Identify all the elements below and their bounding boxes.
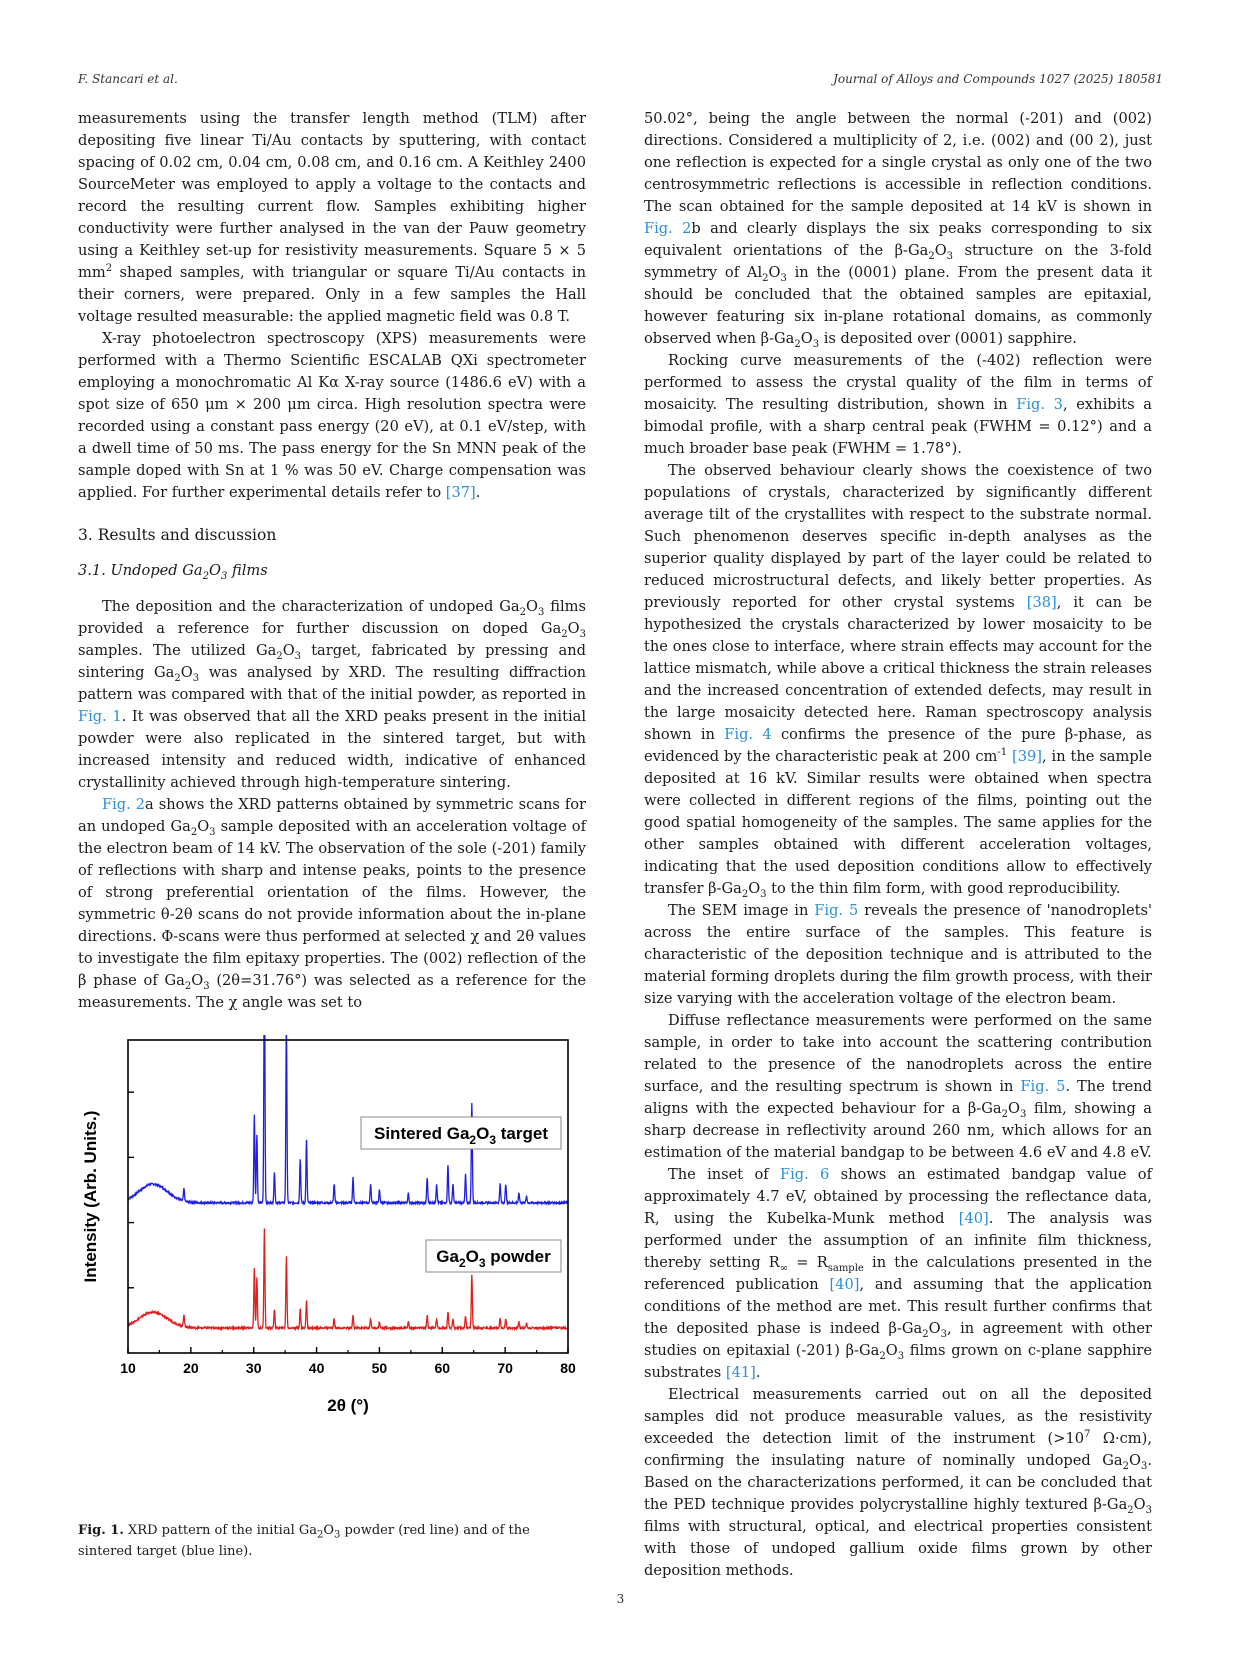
citation-link[interactable]: Fig. 1: [78, 708, 122, 725]
paragraph: Fig. 2a shows the XRD patterns obtained by symmetric scans for an undoped $Ga_2O_3$ sample deposited with an acceleration voltage of the electron beam of 14 kV. The observation of the sole (-201) family of reflections with sharp and intense peaks, points to the presence of strong preferential orientation of the films. However, the symmetric θ-2θ scans do not provide information about the in-plane directions. Φ-scans were thus performed at selected χ and 2θ values to investigate the film epitaxy properties. The (002) reflection of the β phase of $Ga_2O_3$ (2θ=31.76°) was selected as a reference for the measurements. The χ angle was set to: [78, 796, 586, 1011]
x-tick-label: 10: [120, 1360, 136, 1376]
x-tick-label: 30: [245, 1360, 262, 1376]
xrd-chart: [78, 1035, 618, 1495]
citation-link[interactable]: [39]: [1012, 748, 1042, 765]
paragraph: Electrical measurements carried out on all the deposited samples did not produce measurable values, as the resistivity exceeded the detection limit of the instrument ($>10^7$ Ω·cm), confirming the insulating nature of nominally undoped $Ga_2O_3$. Based on the characterizations performed, it can be concluded that the PED technique provides polycrystalline highly textured $\beta-Ga_2O_3$ films with structural, optical, and electrical properties consistent with those of undoped gallium oxide films grown by other deposition methods.: [644, 1386, 1152, 1579]
paragraph: The deposition and the characterization of undoped $Ga_2O_3$ films provided a reference for further discussion on doped $Ga_2O_3$ samples. The utilized $Ga_2O_3$ target, fabricated by pressing and sintering $Ga_2O_3$ was analysed by XRD. The resulting diffraction pattern was compared with that of the initial powder, as reported in Fig. 1. It was observed that all the XRD peaks present in the initial powder were also replicated in the sintered target, but with increased intensity and reduced width, indicative of enhanced crystallinity achieved through high-temperature sintering.: [78, 598, 586, 791]
citation-link[interactable]: [40]: [958, 1210, 989, 1227]
paragraph: 50.02°, being the angle between the normal (-201) and (002) directions. Considered a multiplicity of 2, i.e. (002) and (00 2), just one reflection is expected for a single crystal as only one of the two centrosymmetric reflections is accessible in reflection conditions. The scan obtained for the sample deposited at 14 kV is shown in Fig. 2b and clearly displays the six peaks corresponding to six equivalent orientations of the $\beta-Ga_2O_3$ structure on the 3-fold symmetry of $Al_2O_3$ in the (0001) plane. From the present data it should be concluded that the obtained samples are epitaxial, however featuring six in-plane rotational domains, as commonly observed when $\beta-Ga_2O_3$ is deposited over (0001) sapphire.: [644, 110, 1153, 350]
subsection-heading: 3.1. Undoped $Ga_2O_3$ films: [78, 562, 268, 582]
citation-link[interactable]: Fig. 6: [779, 1166, 830, 1183]
figure-caption: Fig. 1. XRD pattern of the initial $Ga_2O_3$ powder (red line) and of the sintered target (blue line).: [78, 1523, 530, 1559]
right-column: [644, 108, 1152, 1582]
legend-label-target: Sintered $Ga_2O_3$ target: [374, 1124, 548, 1147]
citation-link[interactable]: Fig. 2: [102, 796, 146, 813]
paragraph: The SEM image in Fig. 5 reveals the presence of 'nanodroplets' across the entire surface of the samples. This feature is characteristic of the deposition technique and is attributed to the material forming droplets during the film growth process, with their size varying with the acceleration voltage of the electron beam.: [644, 902, 1153, 1007]
left-column: [78, 108, 586, 1014]
citation-link[interactable]: [38]: [1026, 594, 1057, 611]
paragraph: The inset of Fig. 6 shows an estimated bandgap value of approximately 4.7 eV, obtained by processing the reflectance data, R, using the Kubelka-Munk method [40]. The analysis was performed under the assumption of an infinite film thickness, thereby setting $R_\infty = R_{sample}$ in the calculations presented in the referenced publication [40], and assuming that the application conditions of the method are met. This result further confirms that the deposited phase is indeed $\beta-Ga_2O_3$, in agreement with other studies on epitaxial (-201) $\beta-Ga_2O_3$ films grown on c-plane sapphire substrates [41].: [644, 1166, 1152, 1381]
x-tick-label: 20: [183, 1360, 199, 1376]
paragraph: Diffuse reflectance measurements were performed on the same sample, in order to take into account the scattering contribution related to the presence of the nanodroplets across the entire surface, and the resulting spectrum is shown in Fig. 5. The trend aligns with the expected behaviour for a $\beta-Ga_2O_3$ film, showing a sharp decrease in reflectivity around 260 nm, which allows for an estimation of the material bandgap to be between 4.6 eV and 4.8 eV.: [644, 1012, 1153, 1161]
x-tick-label: 80: [560, 1360, 576, 1376]
x-tick-label: 70: [497, 1360, 513, 1376]
citation-link[interactable]: Fig. 3: [1016, 396, 1063, 413]
citation-link[interactable]: [41]: [725, 1364, 756, 1381]
x-axis-title: 2θ (°): [327, 1396, 369, 1415]
page-number: 3: [616, 1592, 625, 1606]
citation-link[interactable]: Fig. 5: [814, 902, 859, 919]
running-header-authors: F. Stancari et al.: [78, 72, 178, 86]
paragraph: The observed behaviour clearly shows the coexistence of two populations of crystals, characterized by significantly different average tilt of the crystallites with respect to the substrate normal. Such phenomenon deserves specific in-depth analyses as the superior quality displayed by part of the layer could be related to reduced microstructural defects, and likely better properties. As previously reported for other crystal systems [38], it can be hypothesized the crystals characterized by lower mosaicity to be the ones close to interface, where strain effects may account for the lattice mismatch, while above a critical thickness the strain releases and the increased concentration of extended defects, may result in the large mosaicity detected here. Raman spectroscopy analysis shown in Fig. 4 confirms the presence of the pure β-phase, as evidenced by the characteristic peak at 200 $cm^{-1}$ [39], in the sample deposited at 16 kV. Similar results were obtained when spectra were collected in different regions of the films, pointing out the good spatial homogeneity of the samples. The same applies for the other samples obtained with different acceleration voltages, indicating that the used deposition conditions allow to effectively transfer $\beta-Ga_2O_3$ to the thin film form, with good reproducibility.: [644, 462, 1153, 900]
paragraph: X-ray photoelectron spectroscopy (XPS) measurements were performed with a Thermo Scientific ESCALAB QXi spectrometer employing a monochromatic Al Kα X-ray source (1486.6 eV) with a spot size of 650 μm × 200 μm circa. High resolution spectra were recorded using a constant pass energy (20 eV), at 0.1 eV/step, with a dwell time of 50 ms. The pass energy for the Sn MNN peak of the sample doped with Sn at 1 % was 50 eV. Charge compensation was applied. For further experimental details refer to [37].: [78, 330, 586, 501]
citation-link[interactable]: Fig. 4: [724, 726, 772, 743]
figure-1: [78, 1035, 618, 1495]
paragraph: Rocking curve measurements of the (-402) reflection were performed to assess the crystal quality of the film in terms of mosaicity. The resulting distribution, shown in Fig. 3, exhibits a bimodal profile, with a sharp central peak (FWHM = 0.12°) and a much broader base peak (FWHM = 1.78°).: [644, 352, 1152, 457]
x-tick-label: 60: [434, 1360, 451, 1376]
citation-link[interactable]: [40]: [829, 1276, 860, 1293]
paragraph: measurements using the transfer length method (TLM) after depositing five linear Ti/Au contacts by sputtering, with contact spacing of 0.02 cm, 0.04 cm, 0.08 cm, and 0.16 cm. A Keithley 2400 SourceMeter was employed to apply a voltage to the contacts and record the resulting current flow. Samples exhibiting higher conductivity were further analysed in the van der Pauw geometry using a Keithley set-up for resistivity measurements. Square 5 × 5 $mm^2$ shaped samples, with triangular or square Ti/Au contacts in their corners, were prepared. Only in a few samples the Hall voltage resulted measurable: the applied magnetic field was 0.8 T.: [78, 110, 586, 325]
y-axis-title: Intensity (Arb. Units.): [81, 1110, 100, 1283]
plot-frame: [128, 1040, 568, 1353]
citation-link[interactable]: Fig. 2: [644, 220, 692, 237]
running-header-journal: Journal of Alloys and Compounds 1027 (2025) 180581: [833, 72, 1163, 86]
x-tick-label: 50: [371, 1360, 388, 1376]
x-tick-label: 40: [308, 1360, 325, 1376]
citation-link[interactable]: [37]: [445, 484, 476, 501]
legend-label-powder: $Ga_2O_3$ powder: [436, 1247, 551, 1270]
citation-link[interactable]: Fig. 5: [1020, 1078, 1066, 1095]
section-heading: 3. Results and discussion: [78, 526, 277, 544]
